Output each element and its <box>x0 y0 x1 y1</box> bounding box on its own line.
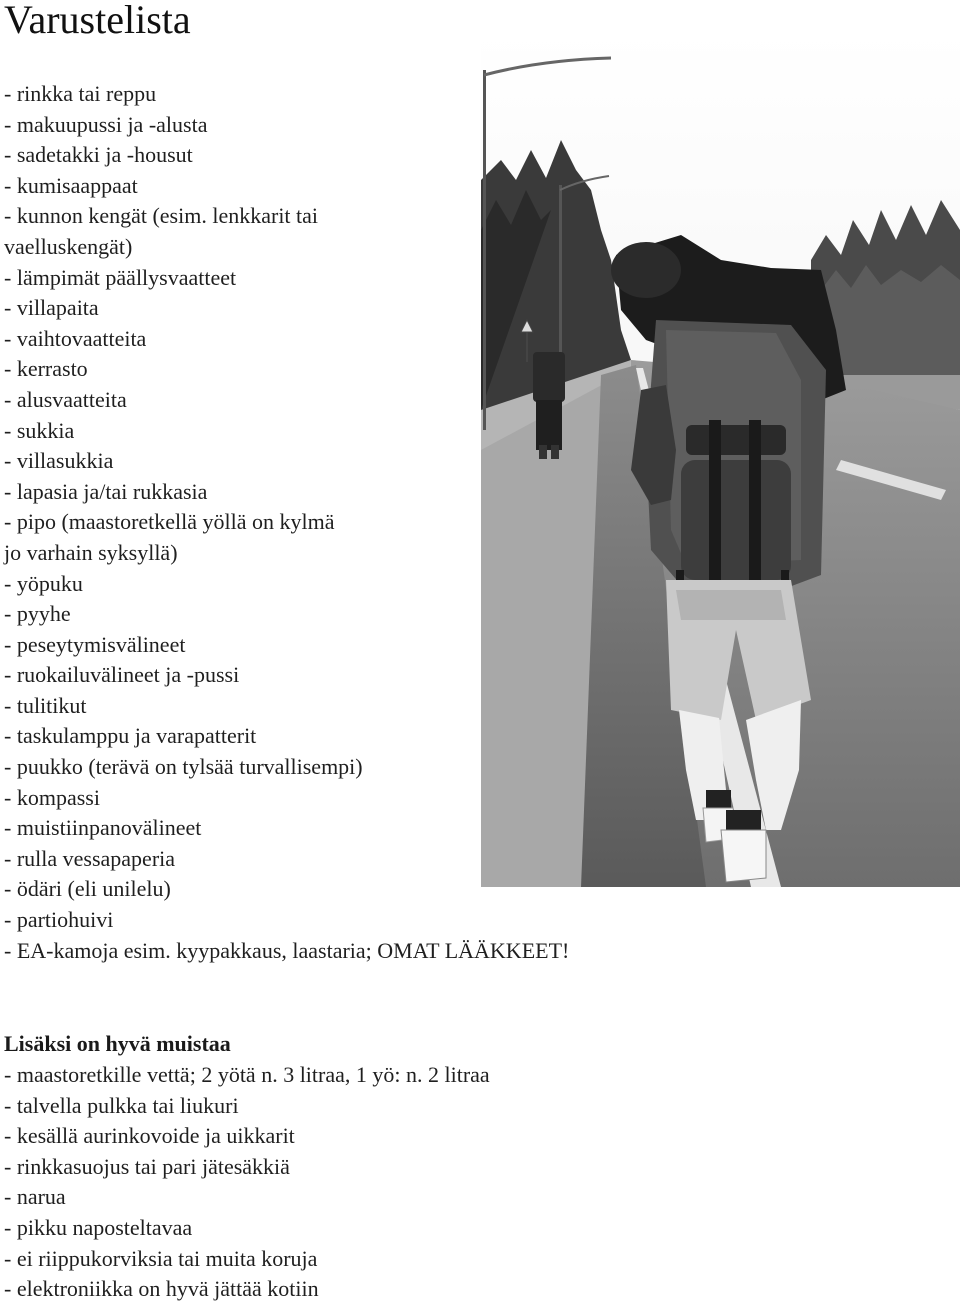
list-item: - kompassi <box>4 784 100 810</box>
list-item: - vaihtovaatteita <box>4 325 147 351</box>
list-item: - partiohuivi <box>4 907 114 933</box>
list-item: - pipo (maastoretkellä yöllä on kylmä <box>4 509 335 535</box>
list-item: - kumisaappaat <box>4 172 138 198</box>
list-item: - maastoretkille vettä; 2 yötä n. 3 litraa, 1 yö: n. 2 litraa <box>4 1062 490 1087</box>
list-item: vaelluskengät) <box>4 233 133 259</box>
list-item: - pikku naposteltavaa <box>4 1214 193 1240</box>
list-item: - kunnon kengät (esim. lenkkarit tai <box>4 203 319 229</box>
list-item: - lapasia ja/tai rukkasia <box>4 478 208 504</box>
list-item: - sukkia <box>4 417 75 443</box>
extra-list <box>4 1060 490 1305</box>
hiker-illustration <box>481 30 960 887</box>
list-item: - kerrasto <box>4 356 88 382</box>
list-item: jo varhain syksyllä) <box>4 539 178 565</box>
list-item: - kesällä aurinkovoide ja uikkarit <box>4 1123 295 1149</box>
list-item: - villapaita <box>4 295 99 321</box>
list-item: - rulla vessapaperia <box>4 845 176 871</box>
list-item: - elektroniikka on hyvä jättää kotiin <box>4 1276 319 1302</box>
page-title: Varustelista <box>4 0 191 42</box>
list-item: - lämpimät päällysvaatteet <box>4 264 237 290</box>
list-item: - tulitikut <box>4 692 87 718</box>
list-item: - villasukkia <box>4 448 114 474</box>
list-item: - rinkka tai reppu <box>4 81 157 106</box>
list-item: - muistiinpanovälineet <box>4 815 202 841</box>
list-item: - taskulamppu ja varapatterit <box>4 723 257 749</box>
list-item: - ei riippukorviksia tai muita koruja <box>4 1245 318 1271</box>
extra-heading: Lisäksi on hyvä muistaa <box>4 1031 231 1056</box>
list-item: - sadetakki ja -housut <box>4 142 193 168</box>
list-item: - rinkkasuojus tai pari jätesäkkiä <box>4 1153 290 1179</box>
list-item: - narua <box>4 1184 66 1210</box>
list-item: - pyyhe <box>4 601 71 627</box>
list-item: - ruokailuvälineet ja -pussi <box>4 662 240 688</box>
list-item: - alusvaatteita <box>4 386 127 412</box>
list-item: - peseytymisvälineet <box>4 631 186 657</box>
list-item: - EA-kamoja esim. kyypakkaus, laastaria; OMAT LÄÄKKEET! <box>4 937 570 963</box>
hiker-photo <box>481 30 960 887</box>
list-item: - talvella pulkka tai liukuri <box>4 1092 239 1118</box>
list-item: - puukko (terävä on tylsää turvallisempi) <box>4 754 363 780</box>
list-item: - ödäri (eli unilelu) <box>4 876 171 902</box>
list-item: - makuupussi ja -alusta <box>4 111 208 137</box>
list-item: - yöpuku <box>4 570 83 596</box>
